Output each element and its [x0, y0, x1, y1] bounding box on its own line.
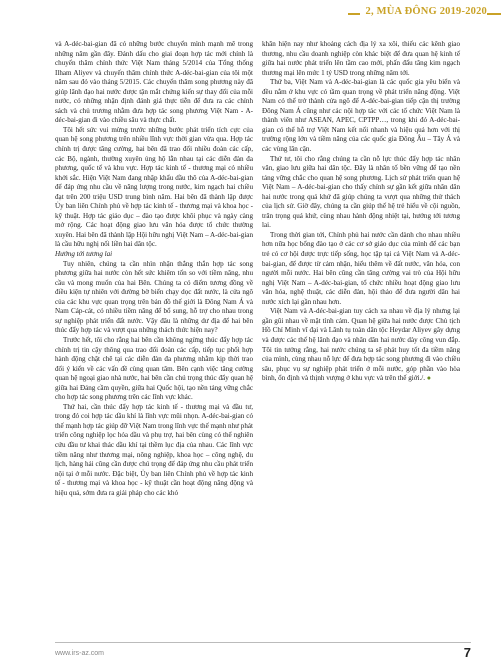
paragraph: Trước hết, tôi cho rằng hai bên cần không ngừng thúc đẩy hợp tác chính trị tin cậy thông qua trao đổi đoàn các cấp, tiếp tục phối hợp hành động chặt chẽ tại các diễn đàn đa phương nhằm kịp thời trao đổi ý kiến về các vấn đề cùng quan tâm. Bên cạnh việc tăng cường quan hệ ngoại giao nhà nước, hai bên cần chú trọng thúc đẩy quan hệ giữa hai Đảng cầm quyền, giữa hai Quốc hội, tạo nền tảng vững chắc cho hợp tác song phương trên các lĩnh vực khác.	[55, 335, 253, 402]
paragraph: và A-déc-bai-gian đã có những bước chuyển mình mạnh mẽ trong những năm gần đây. Đánh dấu cho giai đoạn hợp tác mới chính là chuyến thăm chính thức Việt Nam tháng 5/2014 của Tổng thống Ilham Aliyev và chuyến thăm chính thức A-déc-bai-gian của tôi một năm sau đó vào tháng 5/2015. Các chuyến thăm song phương này đã giúp lãnh đạo hai nước được tận mắt chứng kiến sự thay đổi của mỗi nước, có những nhận định đánh giá thực tiễn để đưa ra các chính sách và chủ trương nhằm đưa hợp tác song phương Việt Nam - A-déc-bai-gian đi vào chiều sâu và thực chất.	[55, 40, 253, 125]
paragraph: Thứ hai, cần thúc đẩy hợp tác kinh tế - thương mại và đầu tư, trong đó coi hợp tác dầu khí là lĩnh vực mũi nhọn. A-déc-bai-gian có thế mạnh hợp tác giúp đỡ Việt Nam trong lĩnh vực thế mạnh như phát triển công nghiệp lọc hóa dầu và phụ trợ, hai bên cùng có thể nghiên cứu đầu tư khai thác dầu khí tại thềm lục địa của nhau. Các lĩnh vực tiềm năng như thương mại, nông nghiệp, khoa học – công nghệ, du lịch, hàng hải cũng cần được chú trọng để đáp ứng nhu cầu phát triển nội tại ở mỗi nước. Đặc biệt, Ủy ban liên Chính phủ về hợp tác kinh tế - thương mại và khoa học - kỹ thuật cần hoạt động năng động và hiệu quả, sớm đưa ra giải pháp cho các khó	[55, 402, 253, 497]
paragraph: Trong thời gian tới, Chính phủ hai nước cần dành cho nhau nhiều hơn nữa học bổng đào tạo ở các cơ sở giáo dục của mình để các bạn trẻ có cơ hội được trực tiếp sống, học tập tại cả Việt Nam và A-déc-bai-gian, để được từ cảm nhận, hiểu thêm về đất nước, văn hóa, con người mỗi nước. Hai bên cũng cần tăng cường vai trò của Hội hữu nghị Việt Nam – A-déc-bai-gian, tổ chức nhiều hoạt động giao lưu văn hóa, nghệ thuật, các diễn đàn, hội thảo để đưa người dân hai nước xích lại gần nhau hơn.	[262, 230, 460, 306]
end-mark-icon: ●	[426, 374, 432, 383]
paragraph-text: Việt Nam và A-déc-bai-gian tuy cách xa nhau về địa lý nhưng lại gần gũi nhau về mặt tình cảm. Quan hệ giữa hai nước được Chủ tịch Hồ Chí Minh vĩ đại và Lãnh tụ toàn dân tộc Heydar Aliyev gây dựng và được các thế hệ lãnh đạo và nhân dân hai nước dày công vun đắp. Tôi tin tưởng rằng, hai nước chúng ta sẽ phát huy tốt đa tiềm năng của mình, cùng nhau nỗ lực để đưa hợp tác song phương đi vào chiều sâu, phục vụ sự nghiệp phát triển ở mỗi nước, góp phần vào hòa bình, ổn định và thịnh vượng ở khu vực và trên thế giới./.	[262, 307, 460, 383]
paragraph: Tôi hết sức vui mừng trước những bước phát triển tích cực của quan hệ song phương trên nhiều lĩnh vực thời gian vừa qua. Hợp tác chính trị được tăng cường, hai bên đã trao đổi nhiều đoàn các cấp, các Bộ, ngành, thường xuyên ủng hộ lẫn nhau tại các diễn đàn đa phương, quốc tế và khu vực. Hợp tác kinh tế - thương mại có nhiều khởi sắc. Hiện Việt Nam đang nhập khẩu dầu thô của A-déc-bai-gian để đáp ứng nhu cầu về năng lượng trong nước, kim ngạch hai chiều đạt trên 200 triệu USD trung bình năm. Hai bên đã thành lập được Ủy ban liên Chính phủ về hợp tác kinh tế - thương mại và khoa học - kỹ thuật. Hợp tác giáo dục – đào tạo được khôi phục và ngày càng mở rộng. Các hoạt động giao lưu văn hóa được tổ chức thường xuyên. Hai bên đã thành lập Hội hữu nghị Việt Nam – A-déc-bai-gian là cầu hữu nghị nối liền hai dân tộc.	[55, 125, 253, 249]
paragraph: Thứ tư, tôi cho rằng chúng ta cần nỗ lực thúc đẩy hợp tác nhân văn, giao lưu giữa hai dân tộc. Đây là nhân tố bền vững để tạo nền tảng vững chắc cho quan hệ song phương. Lịch sử phát triển quan hệ Việt Nam – A-déc-bai-gian cho thấy chính sự gần kết giữa nhân dân hai nước trong quá khứ đã giúp chúng ta vượt qua những thử thách của lịch sử. Giờ đây, chúng ta cần giúp thế hệ trẻ hiểu về cội nguồn, trân trọng quá khứ, cùng nhau hành động nhiệt tại, hướng tới tương lai.	[262, 154, 460, 230]
footer-rule	[55, 642, 471, 643]
page-number: 7	[463, 645, 471, 660]
right-column	[262, 40, 460, 384]
paragraph	[262, 307, 460, 383]
website-url[interactable]: www.irs-az.com	[55, 650, 105, 657]
page-header	[0, 0, 501, 26]
issue-title: 2, MÙA ĐÔNG 2019-2020	[360, 6, 487, 17]
left-column	[55, 40, 253, 498]
section-heading: Hướng tới tương lai	[55, 250, 113, 259]
paragraph: Tuy nhiên, chúng ta cần nhìn nhận thẳng thắn hợp tác song phương giữa hai nước còn hết sức khiêm tốn so với tiềm năng, nhu cầu và mong muốn của hai Bên. Chúng ta có điểm tương đồng về điều kiện tự nhiên với đường bờ biển chạy dọc đất nước, là cửa ngõ của các khu vực quan trọng trên bản đồ thế giới là Đông Nam Á và Nam Cáp-cát, có nhiều tiềm năng để bổ sung, hỗ trợ cho nhau trong sự nghiệp phát triển đất nước. Vậy đâu là những dư địa để hai bên thúc đẩy hợp tác và vượt qua những thách thức hiện nay?	[55, 259, 253, 335]
paragraph: khăn hiện nay như khoảng cách địa lý xa xôi, thiếu các kênh giao thương, nhu cầu doanh nghiệp còn khác biệt để đưa quan hệ kinh tế giữa hai nước phát triển lên tầm cao mới, phấn đấu tăng kim ngạch thương mại lên mức 1 tỷ USD trong những năm tới.	[262, 40, 460, 77]
paragraph: Thứ ba, Việt Nam và A-déc-bai-gian là các quốc gia yêu biển và đều nằm ở khu vực có tầm quan trọng về phát triển năng động. Việt Nam có thể trở thành cửa ngõ để A-déc-bai-gian tiếp cận thị trường Đông Nam Á cũng như các nội hợp tác với các tổ chức Việt Nam là thành viên như ASEAN, APEC, CPTPP…, trong khi đó A-déc-bai-gian có thể hỗ trợ Việt Nam kết nối nhanh và hiệu quả hơn với thị trường rộng lớn và tiềm năng của các quốc gia Đông Âu – Tây Á và các vùng lân cận.	[262, 78, 460, 154]
